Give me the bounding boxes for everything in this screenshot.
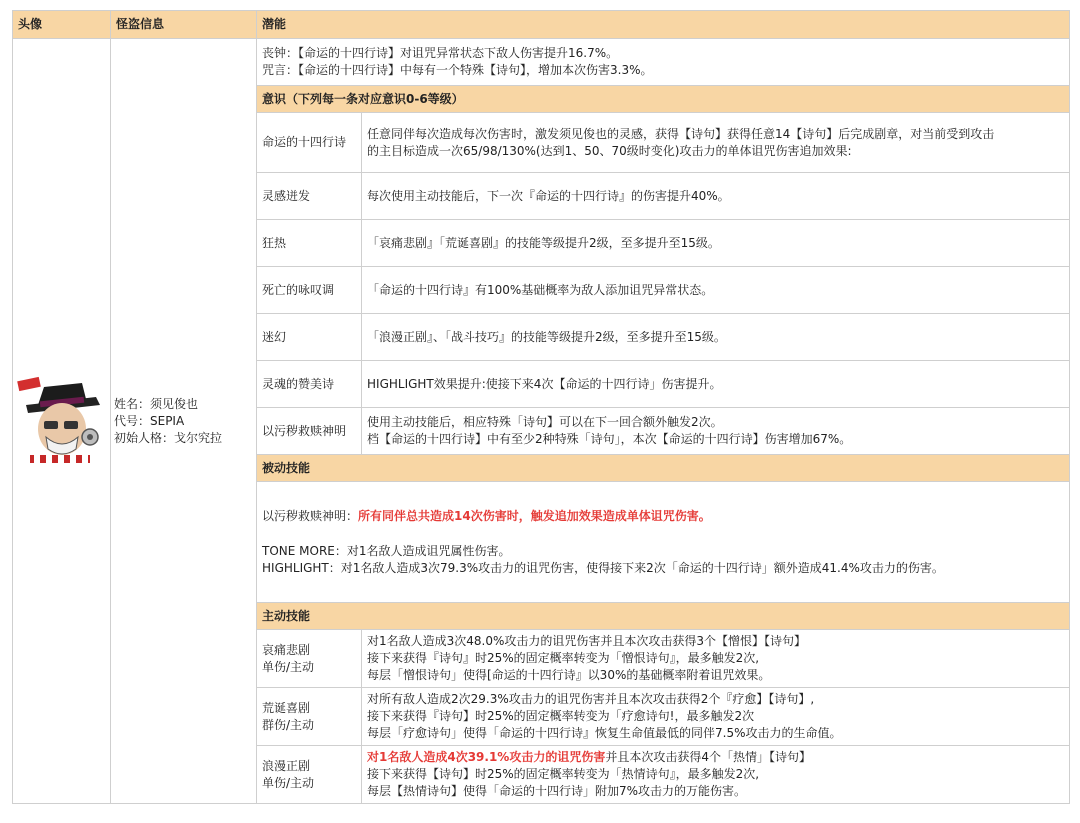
header-row [13,11,1070,39]
skill-name-cell [257,746,362,804]
skill-desc-line: 每层「疗愈诗句」使得「命运的十四行诗』恢复生命值最低的同伴7.5%攻击力的生命值。 [367,726,842,740]
skill-desc [362,688,1070,746]
info-cell [111,39,257,804]
skill-desc-line [367,749,1064,766]
skill-type: 单伤/主动 [262,659,315,674]
skill-desc-line: 每层「憎恨诗句」使得[命运的十四行诗』以30%的基础概率附着诅咒效果。 [367,668,771,682]
awareness-desc-line: 任意同伴每次造成每次伤害时，激发须见俊也的灵感，获得【诗句】获得任意14【诗句】后完成剧章，对当前受到攻击 [367,126,995,141]
potential-row [13,39,1070,86]
potential-line: 咒言：【命运的十四行诗】中每有一个特殊【诗句】，增加本次伤害3.3%。 [262,63,653,77]
skill-name-cell [257,630,362,688]
skill-desc-line: 接下来获得『诗句』时25%的固定概率转变为「憎恨诗句』，最多触发2次, [367,651,760,665]
awareness-desc-line: 的主目标造成一次65/98/130%(达到1、50、70级时变化)攻击力的单体诅咒伤害追加效果: [367,143,852,158]
info-name: 姓名：须见俊也 [114,396,199,411]
skill-desc-line [367,691,1064,708]
header-potential: 潜能 [257,11,1070,39]
skill-desc-line: 接下来获得【诗句】时25%的固定概率转变为「热情诗句』，最多触发2次, [367,767,760,781]
info-persona: 初始人格：戈尔究拉 [114,430,223,445]
awareness-name: 灵魂的赞美诗 [257,361,362,408]
skill-desc [362,630,1070,688]
passive-line: TONE MORE：对1名敌人造成诅咒属性伤害。 [262,543,511,558]
awareness-name: 迷幻 [257,314,362,361]
awareness-name: 灵感迸发 [257,173,362,220]
awareness-desc-line: 档【命运的十四行诗】中有至少2种特殊「诗句」，本次【命运的十四行诗】伤害增加67%。 [367,432,852,446]
skill-desc-line [367,633,1064,650]
awareness-desc [362,113,1070,173]
awareness-name: 死亡的咏叹调 [257,267,362,314]
passive-line: HIGHLIGHT：对1名敌人造成3次79.3%攻击力的诅咒伤害，使得接下来2次「命运的十四行诗」额外造成41.4%攻击力的伤害。 [262,560,944,575]
skill-name: 荒诞喜剧 [262,700,311,715]
skill-name-cell [257,688,362,746]
potential-line: 丧钟：【命运的十四行诗】对诅咒异常状态下敌人伤害提升16.7%。 [262,46,619,60]
info-code: 代号：SEPIA [114,413,185,428]
passive-prefix: 以污秽救赎神明： [262,508,359,523]
character-table-wrapper [12,10,1069,804]
avatar [16,375,108,467]
skill-name: 哀痛悲剧 [262,642,311,657]
avatar-cell [13,39,111,804]
awareness-desc: 「哀痛悲剧』「荒诞喜剧』的技能等级提升2级，至多提升至15级。 [362,220,1070,267]
potential-cell [257,39,1070,86]
awareness-name: 以污秽救赎神明 [257,408,362,455]
character-table [12,10,1070,804]
skill-desc [362,746,1070,804]
passive-highlight: 所有同伴总共造成14次伤害时，触发追加效果造成单体诅咒伤害。 [358,508,711,523]
awareness-title: 意识（下列每一条对应意识0-6等级） [257,86,1070,113]
active-title: 主动技能 [257,603,1070,630]
passive-title: 被动技能 [257,455,1070,482]
awareness-desc: HIGHLIGHT效果提升:使接下来4次【命运的十四行诗」伤害提升。 [362,361,1070,408]
skill-name: 浪漫正剧 [262,758,311,773]
awareness-desc: 每次使用主动技能后，下一次『命运的十四行诗』的伤害提升40%。 [362,173,1070,220]
skill-desc-text: 并且本次攻击获得4个「热情」【诗句】 [605,750,811,764]
awareness-name: 命运的十四行诗 [257,113,362,173]
awareness-desc: 「浪漫正剧』、「战斗技巧』的技能等级提升2级，至多提升至15级。 [362,314,1070,361]
awareness-name: 狂热 [257,220,362,267]
skill-desc-text: 对所有敌人造成2次29.3%攻击力的诅咒伤害并且本次攻击获得2个『疗愈】【诗句】, [367,692,815,706]
skill-desc-highlight: 对1名敌人造成4次39.1%攻击力的诅咒伤害 [367,750,606,764]
passive-cell [257,482,1070,603]
passive-line [262,508,1064,525]
header-avatar: 头像 [13,11,111,39]
awareness-desc-line: 使用主动技能后，相应特殊「诗句】可以在下一回合额外触发2次。 [367,415,723,429]
skill-type: 群伤/主动 [262,717,315,732]
skill-desc-line: 接下来获得『诗句】时25%的固定概率转变为「疗愈诗句!，最多触发2次 [367,709,755,723]
skill-desc-line: 每层【热情诗句】使得「命运的十四行诗」附加7%攻击力的万能伤害。 [367,784,747,798]
awareness-desc [362,408,1070,455]
awareness-desc: 「命运的十四行诗』有100%基础概率为敌人添加诅咒异常状态。 [362,267,1070,314]
passive-spacer [262,525,1064,543]
header-info: 怪盗信息 [111,11,257,39]
skill-desc-text: 对1名敌人造成3次48.0%攻击力的诅咒伤害并且本次攻击获得3个【憎恨】【诗句】 [367,634,807,648]
skill-type: 单伤/主动 [262,775,315,790]
